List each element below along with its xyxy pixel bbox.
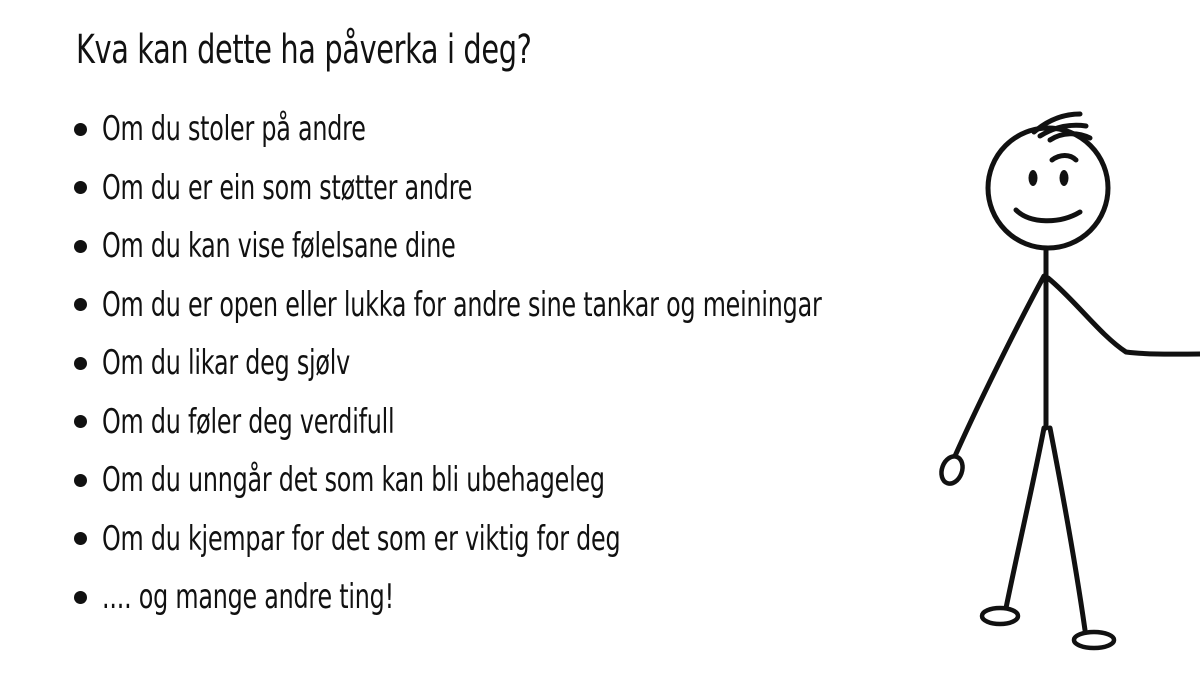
list-item-text: Om du er open eller lukka for andre sine tankar og meiningar xyxy=(102,284,822,325)
bullet-dot-icon xyxy=(74,474,87,487)
bullet-dot-icon xyxy=(74,415,87,428)
bullet-dot-icon xyxy=(74,181,87,194)
right-foot xyxy=(1074,632,1114,648)
bullet-dot-icon xyxy=(74,357,87,370)
bullet-dot-icon xyxy=(74,298,87,311)
right-eye xyxy=(1060,170,1069,186)
eyebrow xyxy=(1052,156,1076,161)
left-eye xyxy=(1029,170,1038,186)
stick-figure-icon xyxy=(930,100,1200,660)
list-item-text: Om du kan vise følelsane dine xyxy=(102,226,456,267)
left-arm xyxy=(955,276,1044,456)
bullet-dot-icon xyxy=(74,123,87,136)
right-leg xyxy=(1050,428,1085,630)
head xyxy=(988,128,1108,248)
list-item-text: Om du kjempar for det som er viktig for deg xyxy=(102,518,621,559)
left-foot xyxy=(982,608,1018,624)
list-item-text: Om du unngår det som kan bli ubehageleg xyxy=(102,460,605,501)
bullet-dot-icon xyxy=(74,240,87,253)
bullet-dot-icon xyxy=(74,591,87,604)
right-arm xyxy=(1048,278,1200,354)
left-hand xyxy=(938,453,966,486)
list-item-text: Om du stoler på andre xyxy=(102,109,366,150)
list-item-text: Om du føler deg verdifull xyxy=(102,401,395,442)
list-item-text: .... og mange andre ting! xyxy=(102,577,394,618)
list-item-text: Om du likar deg sjølv xyxy=(102,343,351,384)
mouth xyxy=(1016,210,1080,221)
list-item-text: Om du er ein som støtter andre xyxy=(102,167,473,208)
bullet-dot-icon xyxy=(74,532,87,545)
slide-title: Kva kan dette ha påverka i deg? xyxy=(76,27,532,73)
left-leg xyxy=(1006,428,1044,608)
stick-figure-illustration xyxy=(930,100,1200,660)
